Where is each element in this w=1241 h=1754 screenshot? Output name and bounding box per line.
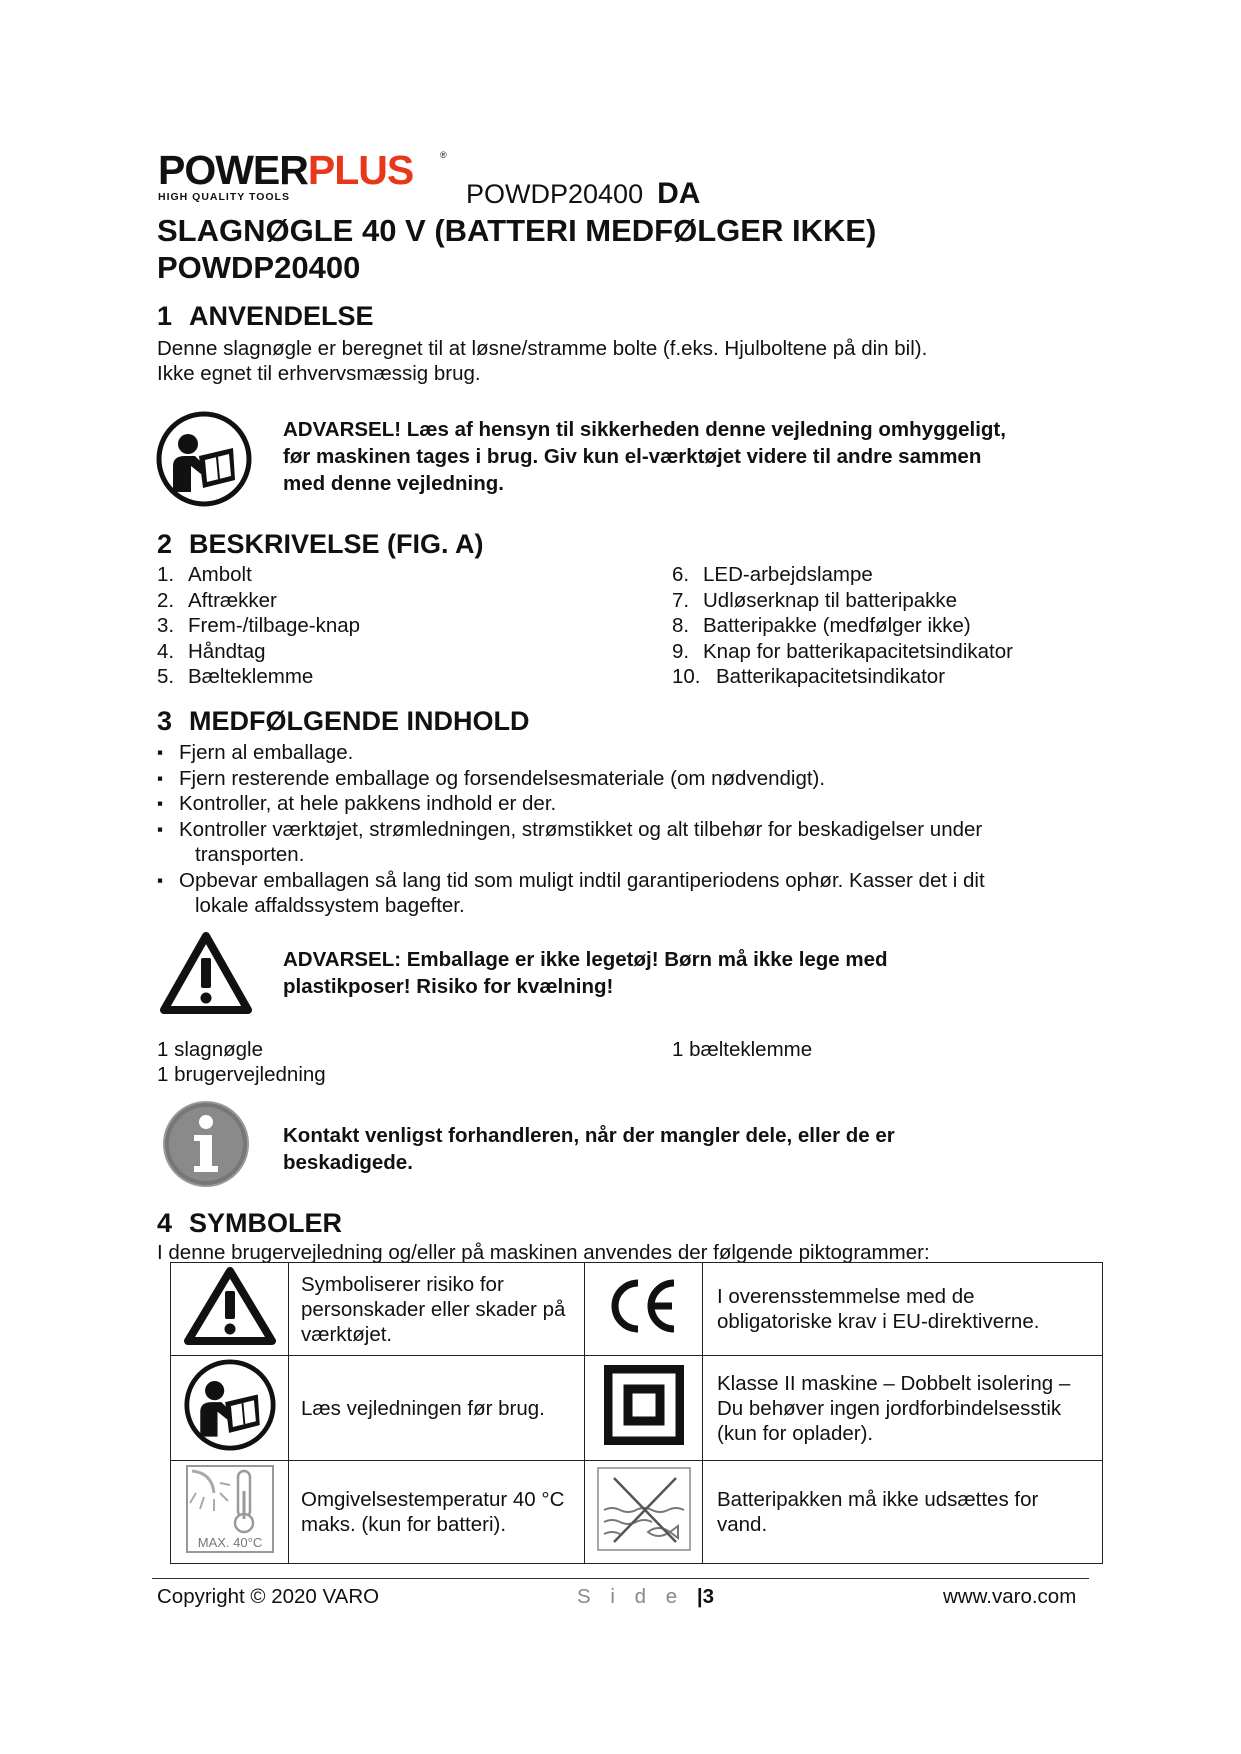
symbol-description: Symboliserer risiko for personskader eller skader på værktøjet. [289,1263,585,1356]
list-item: 2. Aftrækker [157,588,277,612]
list-item: ▪ Fjern resterende emballage og forsendelsesmateriale (om nødvendigt). [157,766,1097,792]
table-row [171,1461,1103,1564]
list-item: 9. Knap for batterikapacitetsindikator [672,639,1013,663]
contents-bullet-list [157,740,1097,919]
footer-copyright: Copyright © 2020 VARO [157,1585,380,1608]
list-item: ▪ Opbevar emballagen så lang tid som muligt indtil garantiperiodens ophør. Kasser det i dit lokale affaldssystem bagefter. [157,868,1097,919]
list-item: 5. Bælteklemme [157,665,314,688]
section-1-text: Denne slagnøgle er beregnet til at løsne/stramme bolte (f.eks. Hjulboltene på din bil). Ikke egnet til erhvervsmæssig brug. [157,337,928,385]
section-2-heading: 2 BESKRIVELSE (FIG. A) [157,529,484,559]
no-water-icon [596,1466,692,1552]
list-item: 6. LED-arbejdslampe [672,563,873,586]
info-note: Kontakt venligst forhandleren, når der mangler dele, eller de er beskadigede. [283,1124,895,1174]
list-item: ▪ Kontroller, at hele pakkens indhold er der. [157,791,1097,817]
table-row [171,1356,1103,1461]
symbol-description: I overensstemmelse med de obligatoriske krav i EU-direktiverne. [703,1263,1103,1356]
footer-divider [152,1578,1089,1579]
temperature-label: MAX. 40°C [197,1535,262,1550]
symbols-intro: I denne brugervejledning og/eller på maskinen anvendes der følgende piktogrammer: [157,1241,930,1264]
warning-triangle-icon [182,1265,278,1347]
section-3-warning: ADVARSEL: Emballage er ikke legetøj! Børn må ikke lege med plastikposer! Risiko for kvælning! [283,948,888,998]
list-item: 10. Batterikapacitetsindikator [672,665,946,688]
powerplus-logo [158,147,448,206]
package-contents-right: 1 bælteklemme [672,1038,813,1061]
section-1-heading: 1 ANVENDELSE [157,301,374,331]
warning-triangle-icon [158,930,254,1016]
section-3-heading: 3 MEDFØLGENDE INDHOLD [157,706,530,736]
package-contents-left: 1 slagnøgle 1 brugervejledning [157,1038,326,1086]
table-row [171,1263,1103,1356]
list-item: 4. Håndtag [157,639,266,663]
logo-power: POWER [158,147,308,193]
logo-tagline: HIGH QUALITY TOOLS [158,191,290,203]
list-item: 8. Batteripakke (medfølger ikke) [672,614,971,637]
max-temperature-icon [184,1463,276,1555]
symbol-description: Omgivelsestemperatur 40 °C maks. (kun for batteri). [289,1461,585,1564]
list-item: 1. Ambolt [157,563,252,586]
language-code: DA [657,177,701,210]
symbol-description: Klasse II maskine – Dobbelt isolering – Du behøver ingen jordforbindelsesstik (kun for oplader). [703,1356,1103,1461]
parts-list-left [157,562,360,690]
logo-plus: PLUS [307,147,414,193]
list-item: ▪ Fjern al emballage. [157,740,1097,766]
list-item: ▪ Kontroller værktøjet, strømledningen, strømstikket og alt tilbehør for beskadigelser under transporten. [157,817,1097,868]
registered-mark: ® [440,150,447,160]
list-item: 3. Frem-/tilbage-knap [157,614,361,637]
parts-list-right [672,562,1013,690]
page-title [157,212,876,286]
symbols-table [170,1262,1103,1564]
class-ii-double-insulation-icon [604,1365,684,1445]
list-item: 7. Udløserknap til batteripakke [672,588,958,612]
section-1-warning: ADVARSEL! Læs af hensyn til sikkerheden denne vejledning omhyggeligt, før maskinen tages i brug. Giv kun el-værktøjet videre til andre sammen med denne vejledning. [283,418,1006,495]
title-line-1: SLAGNØGLE 40 V (BATTERI MEDFØLGER IKKE) [157,213,877,248]
model-header [466,177,700,211]
model-number: POWDP20400 [466,179,644,209]
section-4-heading: 4 SYMBOLER [157,1208,343,1238]
ce-mark-icon [604,1273,684,1339]
symbol-description: Batteripakken må ikke udsættes for vand. [703,1461,1103,1564]
info-icon [162,1100,250,1188]
read-manual-icon [155,410,253,508]
read-manual-icon [183,1358,277,1452]
footer-page-number: S i d e |3 [577,1585,714,1608]
footer-url: www.varo.com [943,1585,1077,1608]
title-line-2: POWDP20400 [157,250,361,285]
symbol-description: Læs vejledningen før brug. [289,1356,585,1461]
